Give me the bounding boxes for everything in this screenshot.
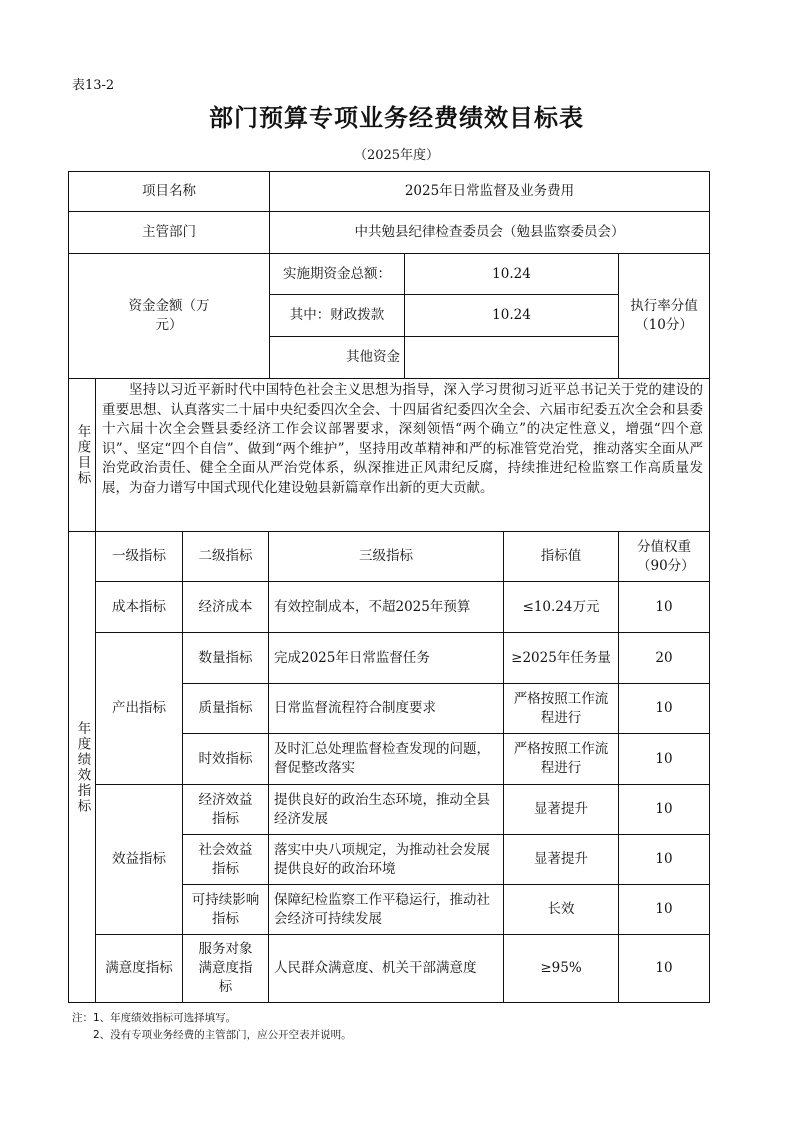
output-quality-value: 严格按照工作流程进行 [503,683,619,734]
header-weight: 分值权重（90分） [618,531,710,582]
funds-fiscal-value: 10.24 [404,294,619,337]
benefit-social-l2: 社会效益指标 [182,834,269,885]
benefit-sustainable-value: 长效 [503,884,619,935]
cost-value: ≤10.24万元 [503,581,619,633]
benefit-indicator: 效益指标 [95,784,183,935]
satisfaction-weight: 10 [618,934,710,1003]
header-level1: 一级指标 [95,531,183,582]
annual-goal-text: 坚持以习近平新时代中国特色社会主义思想为指导，深入学习贯彻习近平总书记关于党的建设的重要思想、认真落实二十届中央纪委四次全会、十四届省纪委四次全会、六届市纪委五次全会和县委十六届十次全会暨县委经济工作会议部署要求，深刻领悟“两个确立”的决定性意义，增强“四个意识”、坚定“四个自信”、做到“两个维护”，坚持用改革精神和严的标准管党治党，推动落实全面从严治党政治责任、健全全面从严治党体系，纵深推进正风肃纪反腐，持续推进纪检监察工作高质量发展，为奋力谱写中国式现代化建设勉县新篇章作出新的更大贡献。 [95,378,710,532]
project-name-value: 2025年日常监督及业务费用 [269,171,710,212]
funds-fiscal-label: 其中：财政拨款 [269,294,405,337]
department-label: 主管部门 [68,211,270,254]
table-number: 表13-2 [72,78,115,93]
benefit-sustainable-weight: 10 [618,884,710,935]
output-timeliness-l2: 时效指标 [182,733,269,785]
benefit-economic-l3: 提供良好的政治生态环境，推动全县经济发展 [268,784,504,835]
benefit-social-weight: 10 [618,834,710,885]
execution-rate-label: 执行率分值（10分） [618,253,710,379]
output-indicator: 产出指标 [95,632,183,785]
benefit-economic-l2: 经济效益指标 [182,784,269,835]
output-timeliness-weight: 10 [618,733,710,785]
header-level3: 三级指标 [268,531,504,582]
output-quantity-l2: 数量指标 [182,632,269,684]
funds-label: 资金金额（万元） [68,253,270,379]
output-quantity-value: ≥2025年任务量 [503,632,619,684]
cost-indicator: 成本指标 [95,581,183,633]
output-timeliness-value: 严格按照工作流程进行 [503,733,619,785]
output-quality-weight: 10 [618,683,710,734]
benefit-social-value: 显著提升 [503,834,619,885]
cost-l2: 经济成本 [182,581,269,633]
satisfaction-l2: 服务对象满意度指标 [182,934,269,1003]
output-quantity-l3: 完成2025年日常监督任务 [268,632,504,684]
note-1: 注：1、年度绩效指标可选择填写。 [72,1012,237,1024]
benefit-economic-weight: 10 [618,784,710,835]
department-value: 中共勉县纪律检查委员会（勉县监察委员会） [269,211,710,254]
benefit-sustainable-l2: 可持续影响指标 [182,884,269,935]
output-quality-l3: 日常监督流程符合制度要求 [268,683,504,734]
cost-weight: 10 [618,581,710,633]
satisfaction-value: ≥95% [503,934,619,1003]
header-value: 指标值 [503,531,619,582]
benefit-social-l3: 落实中央八项规定，为推动社会发展提供良好的政治环境 [268,834,504,885]
satisfaction-indicator: 满意度指标 [95,934,183,1003]
header-level2: 二级指标 [182,531,269,582]
cost-l3: 有效控制成本，不超2025年预算 [268,581,504,633]
funds-total-value: 10.24 [404,253,619,295]
note-2: 2、没有专项业务经费的主管部门，应公开空表并说明。 [93,1029,352,1041]
annual-goal-label: 年度目标 [74,424,91,486]
output-quantity-weight: 20 [618,632,710,684]
output-timeliness-l3: 及时汇总处理监督检查发现的问题，督促整改落实 [268,733,504,785]
project-name-label: 项目名称 [68,171,270,212]
benefit-economic-value: 显著提升 [503,784,619,835]
benefit-sustainable-l3: 保障纪检监察工作平稳运行，推动社会经济可持续发展 [268,884,504,935]
funds-other-label: 其他资金 [269,336,405,379]
indicators-label: 年度绩效指标 [74,720,91,814]
funds-other-value [404,336,619,379]
satisfaction-l3: 人民群众满意度、机关干部满意度 [268,934,504,1003]
annual-goal-label-cell [68,378,96,532]
funds-total-label: 实施期资金总额： [269,253,405,295]
output-quality-l2: 质量指标 [182,683,269,734]
year-label: （2025年度） [353,148,440,163]
indicators-label-cell [68,531,96,1003]
page-title: 部门预算专项业务经费绩效目标表 [209,104,584,132]
